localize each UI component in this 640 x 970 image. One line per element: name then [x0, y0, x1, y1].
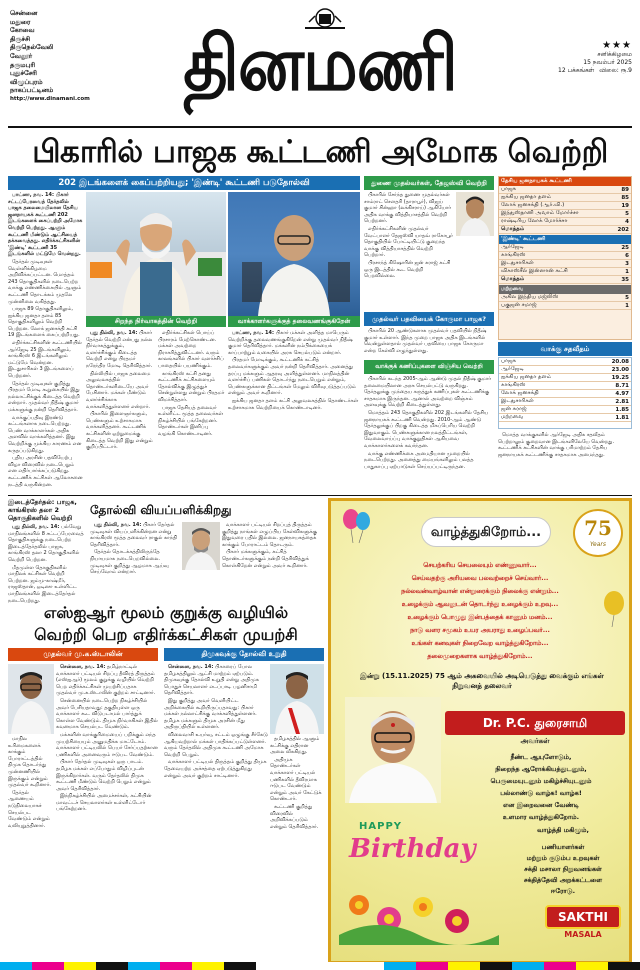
edition-name: மதுரை: [10, 17, 31, 26]
table-total-row: [499, 276, 631, 284]
main-headline[interactable]: பிகாரில் பாஜக கூட்டணி அமோக வெற்றி: [32, 134, 608, 170]
vote-pct: 4.97: [594, 390, 631, 398]
poem-line: தலைமுறைகளாக வாழ்த்துகிறோம்...: [427, 653, 533, 660]
sakthi-logo: [545, 905, 621, 955]
edition-name: வேலூர்: [10, 51, 33, 60]
sub-headline[interactable]: 202 இடங்களைக் கைப்பற்றியது; 'இண்டி' கூட்டணி படுதோல்வி: [8, 176, 360, 190]
masthead-title[interactable]: தினமணி: [183, 20, 457, 108]
sir-headline-line2: வெற்றி பெற எதிர்க்கட்சிகள் முயற்சி: [34, 625, 298, 644]
edition-name: கோவை: [10, 26, 35, 35]
others-table-head: மற்றவை: [499, 285, 631, 294]
party-name: ஆர்ஜேடி: [499, 244, 612, 252]
vote-count-text: பிகாரில் கடந்த 2005-ஆம் ஆண்டு முதல் நிதீஷ் குமார் தலைமையிலான அரசு செயல்பட்டு வருகிறது. தேர்தலுக்கு முந்தைய கருத்துக் கணிப்புகள் கூட்டணிக்கு சாதகமாக இருந்தன. ஆனால் அவற்றை விஞ்சும் அளவுக்கு வெற்றி கிடைத்துள்ளது. மொத்தம் 243 தொகுதிகளில் 202 இடங்களில் தேசிய ஜனநாயகக் கூட்டணி வென்றது. 2010-ஆம் ஆண்டு தேர்தலுக்குப் பிறகு கிடைத்த மிகப்பெரிய வெற்றி இதுவாகும். பெண்களுக்கான நலத்திட்டங்கள், வேலைவாய்ப்பு வாக்குறுதிகள் ஆகியவை வாக்காளர்களைக் கவர்ந்தன. வாக்கு எண்ணிக்கை அமைதியான முறையில் நடைபெற்றது. அனைத்து மையங்களிலும் பலத்த பாதுகாப்பு ஏற்பாடுகள் செய்யப்பட்டிருந்தன.: [364, 376, 491, 470]
sir-headline-line1: எஸ்ஐஆர் மூலம் குறுக்கு வழியில்: [43, 603, 289, 622]
seat-count: 5: [610, 210, 631, 218]
edition-name: விழுப்புரம்: [10, 77, 43, 86]
bjp-cm-question[interactable]: முதல்வர் பதவியைக் கோருமா பாஜக?: [364, 312, 494, 326]
nitish-photo: [228, 192, 360, 316]
vote-pct: 8.71: [594, 382, 631, 390]
wish-line: உளமார வாழ்த்துகிறோம்.: [502, 813, 580, 821]
poem-line: நல்லவன்வாழ்வான் என்றுரைக்கும் நிலைக்கு என்றும்...: [401, 588, 559, 595]
editions-list: [10, 9, 90, 104]
brand-sub: MASALA: [564, 930, 602, 939]
print-color-strip: [0, 962, 640, 970]
nitish-story-text: பாட்னா, நவ. 14: பிகார் மக்கள் அளித்த மாபெரும் வெற்றிக்கு தலைவணங்குகிறேன் என்று முதல்வர் நிதீஷ் குமார் தெரிவித்தார். மக்களின் நம்பிக்கையைக் காப்பாற்றும் வகையில் அரசு செயல்படும் என்றார். பிரதமர் மோடிக்கும், கூட்டணிக் கட்சித் தலைவர்களுக்கும் அவர் நன்றி தெரிவித்தார். அனைத்து தரப்பு மக்களும் ஆதரவு அளித்துள்ளனர். மாநிலத்தின் வளர்ச்சிப் பணிகள் தொடர்ந்து நடைபெறும் என்றும், பெண்களுக்கான திட்டங்கள் மேலும் விரிவுபடுத்தப்படும் என்றும் அவர் கூறினார். ஐக்கிய ஜனதா தளம் கட்சி அலுவலகத்தில் தொண்டர்கள் உற்சாகமாக வெற்றியைக் கொண்டாடினர்.: [228, 330, 359, 411]
seat-total: 35: [612, 276, 631, 284]
table-row: [499, 210, 631, 218]
dateline-pages: 12 பக்கங்கள்: [558, 67, 595, 74]
table-row: [499, 366, 631, 374]
table-row: [499, 382, 631, 390]
seat-count: 4: [610, 218, 631, 226]
honoree-suffix: அவர்கள்: [520, 737, 550, 745]
wish-line: பல்லாண்டு வாழ்க! வாழ்க!: [500, 789, 582, 797]
years-number: 75: [584, 516, 612, 540]
poem-line: செய்வதற்கு அரியவை பலவற்றைச் செய்வார்...: [411, 575, 549, 582]
lead-story-text: பாட்னா, நவ. 14: பிகார் சட்டப்பேரவைத் தேர்தலில் பாஜக தலைமையிலான தேசிய ஜனநாயகக் கூட்டணி 202 இடங்களைக் கைப்பற்றி அமோக வெற்றி பெற்றது. ஆளும் கூட்டணி மீண்டும் ஆட்சியைத் தக்கவைத்தது. எதிர்க்கட்சிகளின் 'இண்டி' கூட்டணி 35 இடங்களில் மட்டுமே வென்றது.: [8, 192, 83, 258]
years-badge: [573, 509, 623, 557]
vote-pct: 2.81: [594, 398, 631, 406]
nitish-caption: வாக்காளர்களுக்குத் தலைவணங்குகிறேன்: [228, 316, 360, 327]
vote-count-head[interactable]: வாக்குக் கணிப்புகளை விஞ்சிய வெற்றி: [364, 360, 494, 374]
party-name: காங்கிரஸ்: [499, 252, 612, 260]
table-row: [499, 302, 631, 310]
rahul-story-text-2: வாக்காளர் பட்டியல் சிறப்புத் திருத்தம் குறித்து நாங்கள் எழுப்பிய கேள்விகளுக்கு இதுவரை பதில் இல்லை. ஜனநாயகத்தைக் காக்கும் போராட்டம் தொடரும். பிகார் மக்களுக்கும், கட்சித் தொண்டர்களுக்கும் நன்றி தெரிவித்துக் கொள்கிறேன் என்றும் அவர் கூறினார்.: [222, 522, 318, 569]
ad-dob-line: இன்று (15.11.2025) 75 ஆம் அகவையில் அடியெடுத்து வைக்கும் எங்கள் நிறுவனத் தலைவர்: [360, 672, 604, 690]
party-name: ஆர்ஜேடி: [499, 366, 594, 374]
seat-count: 25: [612, 244, 631, 252]
section-divider: [8, 495, 632, 496]
table-row: [499, 194, 631, 202]
party-name: பாஜக: [499, 358, 594, 366]
edition-name: தருமபுரி: [10, 60, 36, 69]
party-name: மற்றவை: [499, 414, 594, 422]
ad-greeting: வாழ்த்துகிறோம்...: [421, 517, 551, 547]
eps-photo: [270, 664, 324, 734]
durasamy-photo: [345, 697, 441, 803]
seat-count: 3: [612, 260, 631, 268]
party-name: காங்கிரஸ்: [499, 382, 594, 390]
dateline: [520, 40, 632, 75]
total-label: மொத்தம்: [499, 276, 612, 284]
dateline-date: 15 நவம்பர் 2025: [583, 59, 632, 66]
seat-count: 5: [616, 294, 631, 302]
signoff-line: மற்றும் குடும்ப உறவுகள்: [526, 854, 600, 862]
poem-line: உழைக்கும் பொழுது இன்பத்தைக் காணும் மனம்...: [407, 614, 553, 621]
tejaswi-box-header[interactable]: துணை முதல்வர்கள், தேஜஸ்வி வெற்றி: [364, 176, 494, 190]
seat-total: 202: [610, 226, 631, 234]
stalin-photo: [8, 664, 54, 734]
edition-stars: ★★★: [602, 40, 632, 51]
birthday-art: [339, 819, 499, 939]
table-row: [499, 244, 631, 252]
stalin-tag[interactable]: முதல்வர் மு.க.ஸ்டாலின்: [8, 648, 158, 661]
total-label: மொத்தம்: [499, 226, 610, 234]
vote-share-head: வாக்கு சதவீதம்: [498, 342, 632, 356]
tejaswi-story-text: பிகாரில் சேர்ந்த துணை முதல்வர்கள் சாம்ராட் சௌதரி (தாராபூர்), விஜய் குமார் சின்ஹா (லக்கிசராய்) ஆகியோர் அதிக வாக்கு வித்தியாசத்தில் வெற்றி பெற்றனர். எதிர்க்கட்சிகளின் முதல்வர் வேட்பாளர் தேஜஸ்வி யாதவ் ராகோபூர் தொகுதியில் போட்டியிட்டு குறைந்த வாக்கு வித்தியாசத்தில் வெற்றி பெற்றார். பிரசாந்த் கிஷோரின் ஜன் சுராஜ் கட்சி ஒரு இடத்தில் கூட வெற்றி பெறவில்லை.: [364, 192, 453, 280]
party-name: பகுஜன் சமாஜ்: [499, 302, 616, 310]
stalin-story-text-2: மாநில உரிமைகளைக் காக்கும் போராட்டத்தில் திமுக தொடர்ந்து முன்னணியில் இருக்கும் என்றும் முதல்வர் கூறினார். தேர்தல் ஆணையம் நடுநிலையாகச் செயல்பட வேண்டும் என்றும் வலியுறுத்தினார்.: [8, 736, 51, 829]
party-name: இடதுசாரிகள்: [499, 398, 594, 406]
party-name: இடதுசாரிகள்: [499, 260, 612, 268]
wish-line: நிறைந்த ஆரோக்கியத்துடனும்,: [495, 765, 587, 773]
honoree-name: Dr. P.C. துரைசாமி: [445, 711, 625, 735]
dateline-price: விலை: ரூ.9: [599, 67, 632, 74]
seat-count: 1: [612, 268, 631, 276]
birthday-text: Birthday: [349, 834, 476, 864]
brand-name: SAKTHI: [545, 905, 621, 929]
seat-count: 19: [610, 202, 631, 210]
happy-text: HAPPY: [359, 821, 403, 832]
rahul-photo: [182, 522, 220, 570]
party-name: ஐக்கிய ஜனதா தளம்: [499, 374, 594, 382]
table-row: [499, 252, 631, 260]
table-row: [499, 186, 631, 194]
seat-count: 85: [610, 194, 631, 202]
tejaswi-photo: [456, 192, 494, 236]
modi-story-text-2: எதிர்க்கட்சிகள் பொய்ப் பிரசாரம் மேற்கொண்டன. மக்கள் அவற்றை நிராகரித்துவிட்டனர். வரும் காலங்களில் பிகார் வளர்ச்சிப் பாதையில் பயணிக்கும். காங்கிரஸ் கட்சி தனது கூட்டணிக் கட்சிகளையும் தோல்விக்கு இழுத்துச் சென்றுள்ளது என்றும் பிரதமர் விமர்சித்தார். பாஜக தேசியத் தலைவர் உள்ளிட்ட மூத்த தலைவர்கள் நிகழ்ச்சியில் பங்கேற்றனர். தொண்டர்கள் இனிப்பு வழங்கி கொண்டாடினர்.: [158, 330, 225, 437]
poem-line: உழைக்கும் ஆவலுடன் தொடர்ந்து உழைக்கும் உறவு...: [401, 601, 559, 608]
party-name: விகாஸ்சீல் இன்ஸான் கட்சி: [499, 268, 612, 276]
poem-line: செயற்கரிய செயலையும் எண்ணுவார்...: [423, 562, 537, 569]
signoff-line: சக்தித்தேவி அறக்கட்டளை: [523, 876, 603, 884]
edition-name: திருநெல்வேலி: [10, 43, 54, 52]
bypoll-head[interactable]: இடைத்தேர்தல்: பாஜக, காங்கிரஸ் தலா 2 தொகுதிகளில் வெற்றி: [8, 498, 77, 522]
vote-pct: 19.25: [594, 374, 631, 382]
party-name: அகில இந்திய மஜ்லிஸ்: [499, 294, 616, 302]
edition-name: நாகப்பட்டினம்: [10, 86, 54, 95]
lead-story-column: பாட்னா, நவ. 14: பிகார் சட்டப்பேரவைத் தேர்தலில் பாஜக தலைமையிலான தேசிய ஜனநாயகக் கூட்டணி 202 இடங்களைக் கைப்பற்றி அமோக வெற்றி பெற்றது. ஆளும் கூட்டணி மீண்டும் ஆட்சியைத் தக்கவைத்தது. எதிர்க்கட்சிகளின் 'இண்டி' கூட்டணி 35 இடங்களில் மட்டுமே வென்றது. தேர்தல் முடிவுகள் வெள்ளிக்கிழமை அறிவிக்கப்பட்டன. மொத்தம் 243 தொகுதிகளில் நடைபெற்ற வாக்கு எண்ணிக்கையில் ஆளும் கூட்டணி தொடக்கம் முதலே முன்னிலை வகித்தது. பாஜக 89 தொகுதிகளிலும், ஐக்கிய ஜனதா தளம் 85 தொகுதிகளிலும் வெற்றி பெற்றன. லோக் ஜனசக்தி கட்சி 19 இடங்களைக் கைப்பற்றியது. எதிர்க்கட்சிகளின் கூட்டணியில் ஆர்ஜேடி 25 இடங்களிலும், காங்கிரஸ் 6 இடங்களிலும் மட்டுமே வென்றன. இடதுசாரிகள் 3 இடங்களைப் பெற்றனர். தேர்தல் முடிவுகள் குறித்து பிரதமர் மோடி கூறுகையில் இது நல்லாட்சிக்குக் கிடைத்த வெற்றி என்றார். முதல்வர் நிதீஷ் குமார் மக்களுக்கு நன்றி தெரிவித்தார். வாக்குப்பதிவு இரண்டு கட்டங்களாக நடைபெற்றது. பெண் வாக்காளர்கள் அதிக அளவில் வாக்களித்தனர். இது வெற்றிக்கு முக்கிய காரணம் என கருதப்படுகிறது. புதிய அரசின் பதவியேற்பு விழா விரைவில் நடைபெறும் என எதிர்பார்க்கப்படுகிறது. கூட்டணிக் கட்சிகள் ஆலோசனை நடத்தி வருகின்றன.: [8, 192, 83, 488]
modi-photo: [86, 192, 226, 316]
vote-pct: 23.00: [594, 366, 631, 374]
edition-name: புதுச்சேரி: [10, 69, 37, 78]
table-row: [499, 358, 631, 366]
party-name: லோக் ஜனசக்தி (ஆர்.வி.): [499, 202, 610, 210]
party-name: ராஷ்டிரிய லோக் மோர்ச்சா: [499, 218, 610, 226]
ad-signoff: [501, 825, 625, 897]
party-name: லோக் ஜனசக்தி: [499, 390, 594, 398]
balloon-right: [601, 591, 627, 627]
signoff-line: ஈரோடு.: [550, 887, 576, 895]
wish-line: நீண்ட ஆயுளோடும்,: [510, 753, 572, 761]
seat-count: 6: [612, 252, 631, 260]
table-row: [499, 202, 631, 210]
rahul-story-text: புது தில்லி, நவ. 14: பிகார் தேர்தல் முடிவுகள் வியப்பளிக்கின்றன என்று காங்கிரஸ் மூத்த தலைவர் ராகுல் காந்தி தெரிவித்தார். தேர்தல் தொடக்கத்திலிருந்தே நியாயமாக நடைபெறவில்லை. முடிவுகள் குறித்து ஆழமாக ஆய்வு செய்வோம் என்றார்.: [90, 522, 178, 576]
seat-count: 1: [616, 302, 631, 310]
sir-headline[interactable]: [8, 602, 324, 646]
edition-name: சென்னை: [10, 9, 38, 17]
eps-story-text-2: தமிழகத்தில் ஆளும் கட்சிக்கு எதிரான அலை வீசுகிறது. அதிமுக தொண்டர்கள் வாக்காளர் பட்டியல் பணிகளில் தீவிரமாக ஈடுபட வேண்டும் என்றும் அவர் கேட்டுக் கொண்டார். கூட்டணி குறித்து விரைவில் அறிவிக்கப்படும் என்றும் தெரிவித்தார்.: [270, 736, 322, 830]
signoff-line: சக்தி மசாலா நிறுவனங்கள்: [524, 865, 602, 873]
seat-count: 89: [610, 186, 631, 194]
table-row: [499, 398, 631, 406]
table-row: [499, 414, 631, 422]
rahul-story-head[interactable]: தோல்வி வியப்பளிக்கிறது: [90, 503, 232, 517]
wish-line: பெருமையுடனும் மகிழ்ச்சியுடனும்: [490, 777, 592, 785]
table-row: [499, 294, 631, 302]
modi-caption: சிறந்த நிர்வாகத்தின் வெற்றி: [86, 316, 226, 327]
table-row: [499, 260, 631, 268]
party-name: ஐக்கிய ஜனதா தளம்: [499, 194, 610, 202]
party-name: ஜன் சுராஜ்: [499, 406, 594, 414]
vote-share-text: மொத்த வாக்குகளில் ஆர்ஜேடி அதிக சதவீதம் பெற்றாலும் குறைவான இடங்களிலேயே வென்றது. கூட்டணிக் கட்சிகளின் வாக்கு பரிமாற்றம் தேசிய ஜனநாயகக் கூட்டணிக்கு சாதகமாக அமைந்தது.: [498, 432, 615, 458]
eps-story-text: சென்னை, நவ. 14: பிகாரைப் போல தமிழகத்திலும் ஆட்சி மாற்றம் ஏற்படும். திமுகவுக்கு தோல்வி உறுதி என்று அதிமுக பொதுச் செயலாளர் எடப்பாடி பழனிசாமி தெரிவித்தார். இது குறித்து அவர் வெளியிட்ட அறிக்கையில் கூறியிருப்பதாவது: பிகார் மக்கள் நல்லாட்சிக்கு வாக்களித்துள்ளனர். தமிழக மக்களும் திமுக அரசின் மீது அதிருப்தியில் உள்ளனர். விலைவாசி உயர்வு, சட்டம் ஒழுங்கு சீர்கேடு ஆகியவற்றால் மக்கள் பாதிக்கப்பட்டுள்ளனர். வரும் தேர்தலில் அதிமுக கூட்டணி அமோக வெற்றி பெறும். வாக்காளர் பட்டியல் திருத்தம் குறித்து திமுக தேவையற்ற அச்சத்தை ஏற்படுத்துகிறது என்றும் அவர் குற்றம் சாட்டினார்.: [164, 664, 268, 779]
vote-share-table: [498, 357, 632, 429]
dateline-day: சனிக்கிழமை: [597, 51, 632, 58]
vote-pct: 1.81: [594, 414, 631, 422]
masthead-rule: [8, 126, 632, 128]
bypoll-text: புது தில்லி, நவ. 14: பல்வேறு மாநிலங்களில் 8 சட்டப்பேரவைத் தொகுதிகளுக்கு நடைபெற்ற இடைத்தேர்தலில் பாஜக, காங்கிரஸ் தலா 2 தொகுதிகளில் வெற்றி பெற்றன. மீதமுள்ள தொகுதிகளில் மாநிலக் கட்சிகள் வெற்றி பெற்றன. ஜம்மு-காஷ்மீர், ராஜஸ்தான், ஒடிஸா உள்ளிட்ட மாநிலங்களில் இடைத்தேர்தல் நடைபெற்றது.: [8, 524, 84, 604]
website-link[interactable]: http://www.dinamani.com: [10, 95, 90, 102]
signoff-line: வாழ்த்தி மகிழும்,: [537, 826, 589, 834]
table-row: [499, 218, 631, 226]
birthday-ad[interactable]: [328, 498, 632, 964]
edition-name: திருச்சி: [10, 34, 31, 43]
nda-table-head: தேசிய ஜனநாயகக் கூட்டணி: [499, 177, 631, 186]
signoff-line: பணியாளர்கள்: [541, 843, 585, 851]
modi-story-text: புது தில்லி, நவ. 14: பிகார் தேர்தல் வெற்றி என்பது நல்ல நிர்வாகத்துக்கும், வளர்ச்சிக்கும் கிடைத்த வெற்றி என்று பிரதமர் நரேந்திர மோடி தெரிவித்தார். தில்லியில் பாஜக தலைமை அலுவலகத்தில் தொண்டர்களிடையே அவர் பேசினார். மக்கள் மீண்டும் வளர்ச்சிக்காக வாக்களித்துள்ளனர் என்றார். பிகாரில் இளைஞர்களும், பெண்களும் உற்சாகமாக வாக்களித்தனர். கூட்டணிக் கட்சிகளின் ஒற்றுமைக்கு கிடைத்த வெற்றி இது என்றும் குறிப்பிட்டார்.: [86, 330, 153, 451]
poem-line: நாடு வளர சமூகம் உயர அயராது உழைப்பவர்...: [410, 627, 550, 634]
table-total-row: [499, 226, 631, 234]
bjp-cm-text: பிகாரில் 20 ஆண்டுகளாக முதல்வர் பதவியில் நிதீஷ் குமார் உள்ளார். இந்த முறை பாஜக அதிக இடங்களில் வென்றுள்ளதால் முதல்வர் பதவியை பாஜக கோருமா என்ற கேள்வி எழுந்துள்ளது.: [364, 328, 487, 354]
poem-line: உங்கள் கனவுகள் நிறைவேற வாழ்த்துகிறோம்...: [411, 640, 549, 647]
india-table-head: 'இண்டி' கூட்டணி: [499, 235, 631, 244]
vote-pct: 20.08: [594, 358, 631, 366]
flowers-icon: [339, 875, 499, 945]
party-name: இந்துஸ்தானி அவாம் மோர்ச்சா: [499, 210, 610, 218]
table-row: [499, 406, 631, 414]
ad-wishes: [461, 751, 621, 823]
eps-tag[interactable]: திமுகவுக்கு தோல்வி உறுதி: [164, 648, 324, 661]
table-row: [499, 374, 631, 382]
stalin-story-text: சென்னை, நவ. 14: தமிழ்நாட்டில் வாக்காளர் பட்டியல் சிறப்பு தீவிரத் திருத்தம் (எஸ்ஐஆர்) மூலம் குறுக்கு வழியில் வெற்றி பெற எதிர்க்கட்சிகள் முயற்சிப்பதாக முதல்வர் மு.க.ஸ்டாலின் குற்றம் சாட்டினார். சென்னையில் நடைபெற்ற நிகழ்ச்சியில் அவர் பேசியதாவது: தகுதியுள்ள ஒரு வாக்காளர் கூட விடுபடாமல் பார்த்துக் கொள்ள வேண்டும். திமுக நிர்வாகிகள் இதில் கவனமாக செயல்பட வேண்டும். மக்களின் வாக்குரிமையைப் பறிக்கும் எந்த முயற்சியையும் அனுமதிக்க மாட்டோம். வாக்காளர் பட்டியலில் பெயர் சேர்ப்பதற்கான பணிகளில் அனைவரும் ஈடுபட வேண்டும். பிகார் தேர்தல் முடிவுகள் ஒரு பாடம். தமிழக மக்கள் எப்போதும் விழிப்புடன் இருக்கிறார்கள். வரும் தேர்தலில் திமுக கூட்டணி மீண்டும் வெற்றி பெறும் என்றும் அவர் தெரிவித்தார். இந்நிகழ்ச்சியில் அமைச்சர்கள், கட்சியின் மாவட்டச் செயலாளர்கள் உள்ளிட்டோர் பங்கேற்றனர்.: [56, 664, 158, 813]
ad-poem: [339, 559, 621, 663]
years-word: Years: [590, 541, 606, 548]
results-table: [498, 176, 632, 340]
wish-line: என இறைவனை வேண்டி: [503, 801, 579, 809]
table-row: [499, 268, 631, 276]
table-row: [499, 390, 631, 398]
vote-pct: 1.85: [594, 406, 631, 414]
balloons-left: [341, 507, 371, 543]
party-name: பாஜக: [499, 186, 610, 194]
